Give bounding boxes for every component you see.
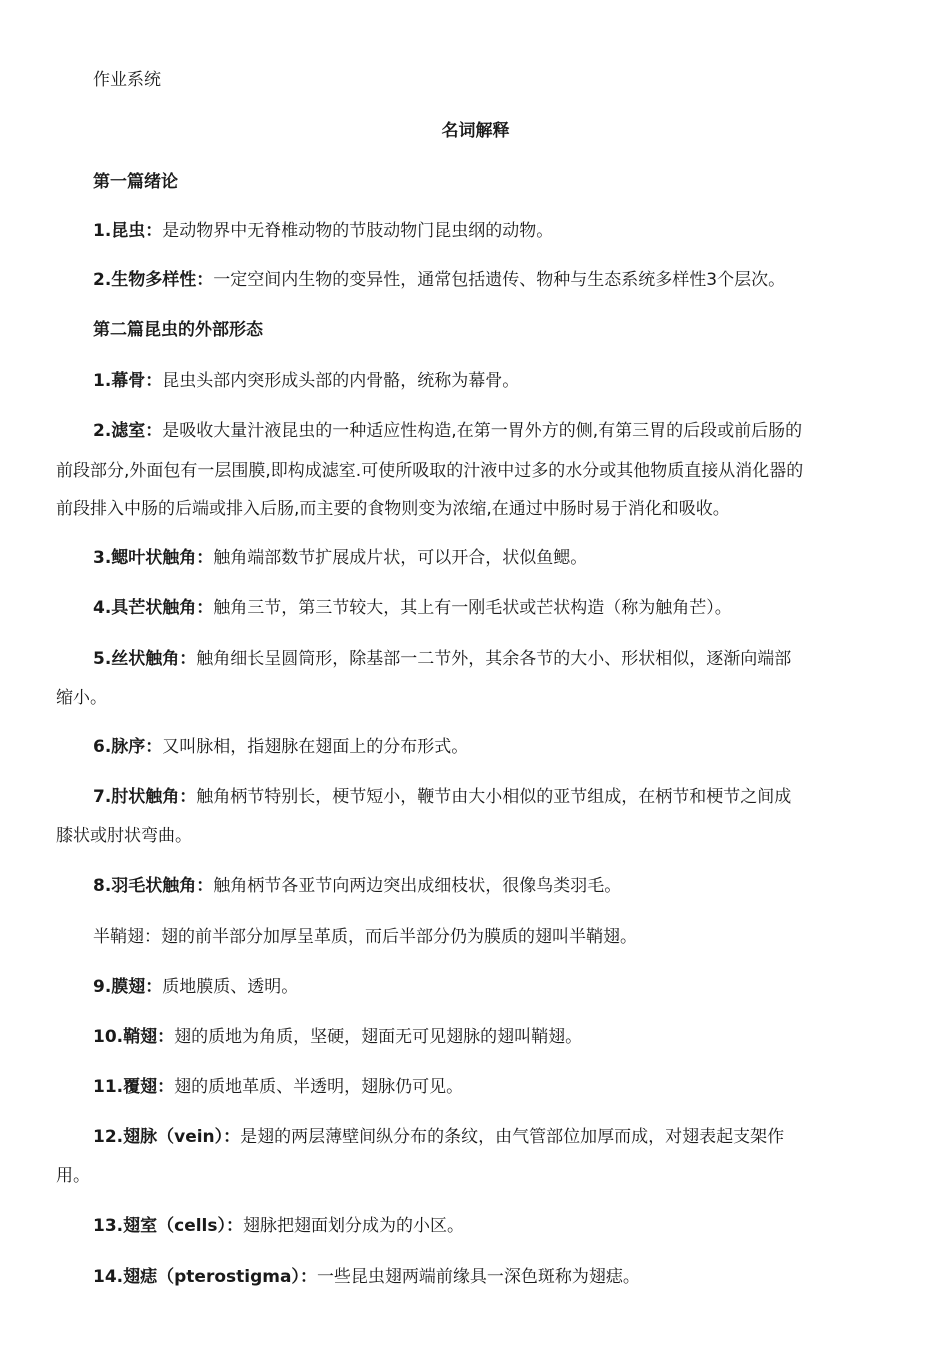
entry-colon: ：: [157, 1077, 175, 1097]
entry-maixu: [93, 737, 468, 757]
entry-text: 一些昆虫翅两端前缘具一深色斑称为翅痣。: [316, 1267, 640, 1287]
entry-colon: ：: [196, 598, 214, 618]
entry-colon: ：: [223, 1127, 241, 1147]
entry-mugu: [93, 371, 519, 391]
entry-colon: ：: [179, 649, 197, 669]
entry-colon: ：: [196, 270, 214, 290]
entry-lvshi-line3: 前段排入中肠的后端或排入后肠,而主要的食物则变为浓缩,在通过中肠时易于消化和吸收。: [56, 499, 730, 519]
entry-saiye: [93, 548, 587, 568]
entry-text: 昆虫头部内突形成头部的内骨骼，统称为幕骨。: [162, 371, 520, 391]
entry-term: 4.具芒状触角: [93, 598, 197, 618]
entry-term: 2.生物多样性: [93, 270, 197, 290]
entry-text: 又叫脉相，指翅脉在翅面上的分布形式。: [162, 737, 469, 757]
entry-text: 触角三节，第三节较大，其上有一刚毛状或芒状构造（称为触角芒）。: [213, 598, 732, 618]
entry-term: 1.昆虫: [93, 221, 146, 241]
entry-colon: ：: [145, 421, 163, 441]
entry-colon: ：: [179, 787, 197, 807]
entry-sizhuang-line1: [93, 649, 791, 669]
entry-term: 1.幕骨: [93, 371, 146, 391]
entry-text: 翅脉把翅面划分成为的小区。: [243, 1216, 464, 1236]
entry-text: 质地膜质、透明。: [162, 977, 299, 997]
entry-term: 7.肘状触角: [93, 787, 180, 807]
entry-term: 14.翅痣（pterostigma）: [93, 1267, 300, 1287]
entry-qiaochi: [93, 1027, 582, 1047]
entry-term: 10.鞘翅: [93, 1027, 158, 1047]
entry-lvshi-line2: 前段部分,外面包有一层围膜,即构成滤室.可使所吸取的汁液中过多的水分或其他物质直接从消化器的: [56, 461, 804, 481]
entry-2: [93, 270, 785, 290]
entry-text: 触角端部数节扩展成片状，可以开合，状似鱼鳃。: [213, 548, 588, 568]
entry-mochi: [93, 977, 298, 997]
entry-colon: ：: [145, 371, 163, 391]
doc-header: 作业系统: [93, 70, 161, 90]
entry-chimai-line1: [93, 1127, 784, 1147]
entry-chimai-line2: 用。: [56, 1166, 90, 1186]
entry-sizhuang-line2: 缩小。: [56, 688, 107, 708]
entry-text: 触角细长呈圆筒形，除基部一二节外，其余各节的大小、形状相似，逐渐向端部: [196, 649, 792, 669]
entry-text: 一定空间内生物的变异性，通常包括遗传、物种与生态系统多样性3个层次。: [213, 270, 786, 290]
entry-zhouzhuang-line1: [93, 787, 791, 807]
entry-colon: ：: [157, 1027, 175, 1047]
entry-colon: ：: [196, 548, 214, 568]
page-title: 名词解释: [441, 121, 510, 141]
entry-text: 是翅的两层薄壁间纵分布的条纹，由气管部位加厚而成，对翅表起支架作: [240, 1127, 785, 1147]
entry-chizhi: [93, 1267, 640, 1287]
entry-lvshi-line1: [93, 421, 802, 441]
entry-term: 5.丝状触角: [93, 649, 180, 669]
entry-colon: ：: [299, 1267, 317, 1287]
entry-term: 11.覆翅: [93, 1077, 158, 1097]
entry-chishi: [93, 1216, 464, 1236]
entry-banqiaochi: 半鞘翅：翅的前半部分加厚呈革质，而后半部分仍为膜质的翅叫半鞘翅。: [93, 927, 637, 947]
entry-yumao: [93, 876, 621, 896]
entry-colon: ：: [145, 977, 163, 997]
entry-colon: ：: [145, 737, 163, 757]
entry-1: [93, 221, 553, 241]
entry-text: 翅的质地为角质，坚硬，翅面无可见翅脉的翅叫鞘翅。: [174, 1027, 583, 1047]
entry-text: 触角柄节特别长，梗节短小，鞭节由大小相似的亚节组成，在柄节和梗节之间成: [196, 787, 792, 807]
entry-colon: ：: [196, 876, 214, 896]
entry-term: 9.膜翅: [93, 977, 146, 997]
entry-term: 3.鳃叶状触角: [93, 548, 197, 568]
entry-colon: ：: [145, 221, 163, 241]
entry-term: 6.脉序: [93, 737, 146, 757]
entry-zhouzhuang-line2: 膝状或肘状弯曲。: [56, 826, 192, 846]
entry-term: 12.翅脉（vein）: [93, 1127, 224, 1147]
entry-text: 是动物界中无脊椎动物的节肢动物门昆虫纲的动物。: [162, 221, 554, 241]
entry-text: 是吸收大量汁液昆虫的一种适应性构造,在第一胃外方的侧,有第三胃的后段或前后肠的: [162, 421, 803, 441]
section-heading-2: 第二篇昆虫的外部形态: [93, 320, 263, 340]
entry-jumang: [93, 598, 732, 618]
entry-term: 8.羽毛状触角: [93, 876, 197, 896]
entry-term: 13.翅室（cells）: [93, 1216, 226, 1236]
entry-text: 翅的质地革质、半透明，翅脉仍可见。: [174, 1077, 464, 1097]
entry-text: 触角柄节各亚节向两边突出成细枝状，很像鸟类羽毛。: [213, 876, 622, 896]
entry-term: 2.滤室: [93, 421, 146, 441]
section-heading-1: 第一篇绪论: [93, 172, 178, 192]
entry-colon: ：: [226, 1216, 243, 1236]
entry-fuchi: [93, 1077, 463, 1097]
